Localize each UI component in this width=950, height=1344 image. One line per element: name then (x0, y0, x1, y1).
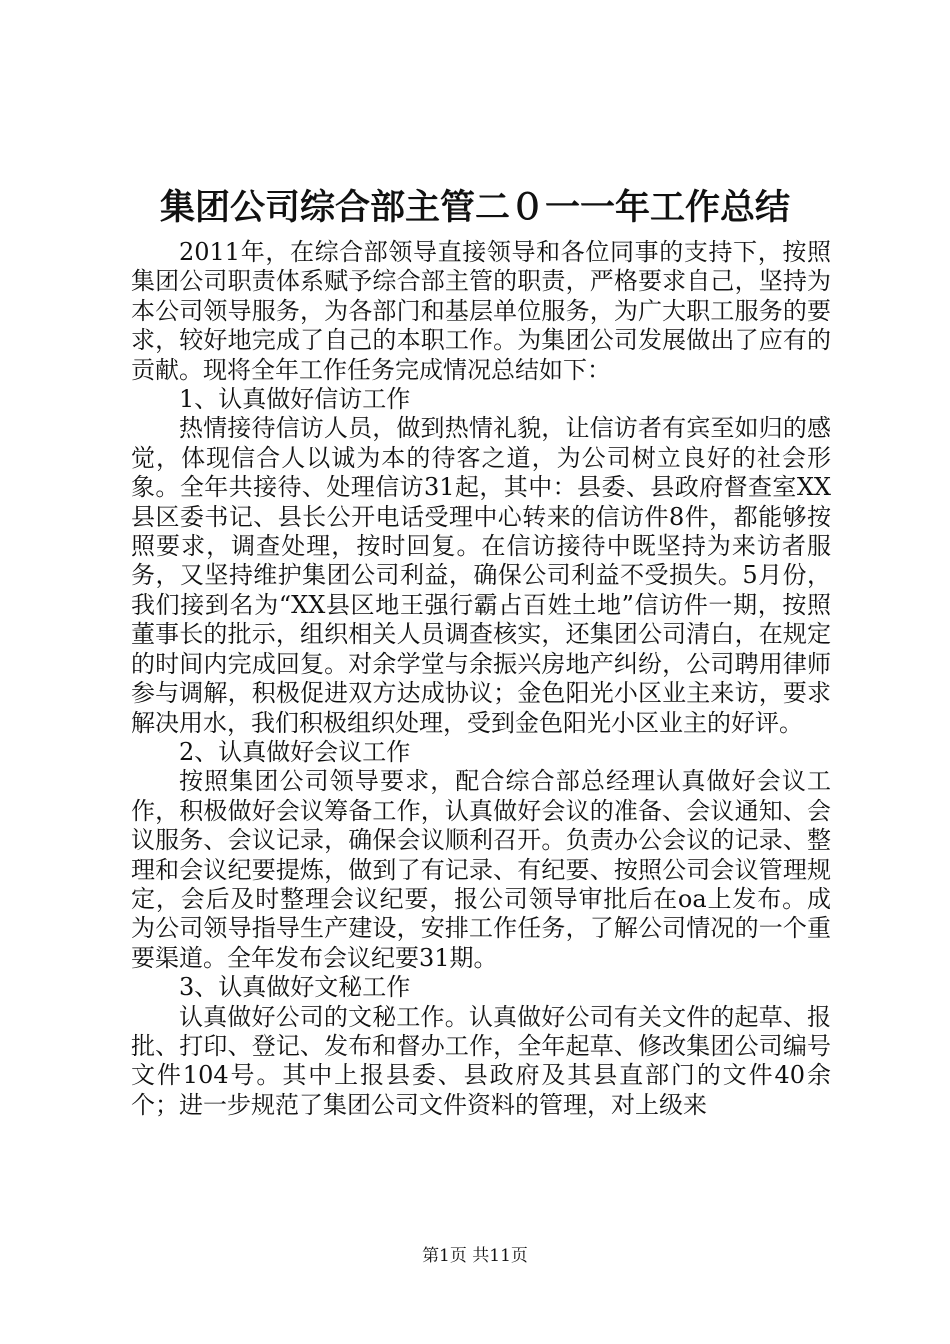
page-number-footer: 第1页 共11页 (422, 1246, 528, 1266)
meetings-paragraph: 按照集团公司领导要求，配合综合部总经理认真做好会议工作，积极做好会议筹备工作，认真做好会议的准备、会议通知、会议服务、会议记录，确保会议顺利召开。负责办公会议的记录、整理和会议纪要提炼，做到了有记录、有纪要、按照公司会议管理规定，会后及时整理会议纪要，报公司领导审批后在oa上发布。成为公司领导指导生产建设，安排工作任务，了解公司情况的一个重要渠道。全年发布会议纪要31期。 (131, 767, 831, 972)
document-title: 集团公司综合部主管二０一一年工作总结 (159, 187, 790, 228)
section-heading-meetings: 2、认真做好会议工作 (179, 737, 411, 766)
document-body (131, 238, 831, 1120)
petitions-paragraph: 热情接待信访人员，做到热情礼貌，让信访者有宾至如归的感觉，体现信合人以诚为本的待客之道，为公司树立良好的社会形象。全年共接待、处理信访31起，其中：县委、县政府督查室XX县区委书记、县长公开电话受理中心转来的信访件8件，都能够按照要求，调查处理，按时回复。在信访接待中既坚持为来访者服务，又坚持维护集团公司利益，确保公司利益不受损失。5月份，我们接到名为“XX县区地王强行霸占百姓土地”信访件一期，按照董事长的批示，组织相关人员调查核实，还集团公司清白，在规定的时间内完成回复。对余学堂与余振兴房地产纠纷，公司聘用律师参与调解，积极促进双方达成协议；金色阳光小区业主来访，要求解决用水，我们积极组织处理，受到金色阳光小区业主的好评。 (131, 414, 831, 737)
secretarial-paragraph: 认真做好公司的文秘工作。认真做好公司有关文件的起草、报批、打印、登记、发布和督办工作，全年起草、修改集团公司编号文件104号。其中上报县委、县政府及其县直部门的文件40余个；进一步规范了集团公司文件资料的管理，对上级来 (131, 1002, 831, 1119)
section-heading-secretarial: 3、认真做好文秘工作 (179, 973, 411, 1002)
section-heading-petitions: 1、认真做好信访工作 (179, 385, 411, 414)
intro-paragraph: 2011年，在综合部领导直接领导和各位同事的支持下，按照集团公司职责体系赋予综合部主管的职责，严格要求自己，坚持为本公司领导服务，为各部门和基层单位服务，为广大职工服务的要求，较好地完成了自己的本职工作。为集团公司发展做出了应有的贡献。现将全年工作任务完成情况总结如下： (131, 238, 831, 384)
